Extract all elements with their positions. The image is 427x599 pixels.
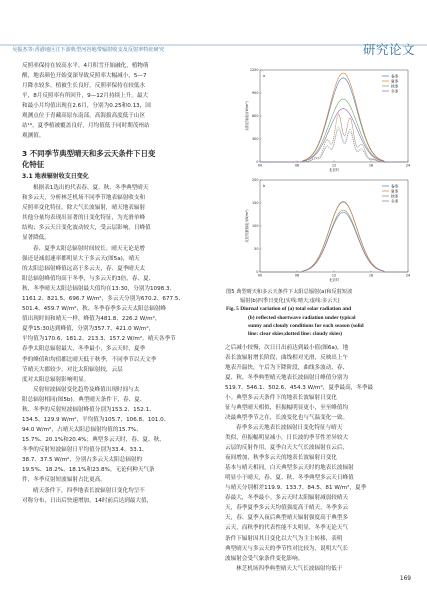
legend-label: 秋季 bbox=[391, 84, 399, 89]
y-tick-label: 100 bbox=[252, 224, 259, 229]
text-line: 类似，但振幅明显减小，日长波的季节性差异较大 bbox=[225, 435, 349, 442]
text-line: 501.4、459.7 W/m²，秋、冬季春季多云天太阳总辐射峰 bbox=[22, 306, 167, 313]
right-para-cont bbox=[225, 343, 413, 423]
text-line: 519.7、546.1、502.6、454.3 W/m²，夏季最高，冬季最 bbox=[225, 385, 374, 392]
series-line-cloudy bbox=[260, 114, 408, 162]
text-line: 地表升温快，午后为下降阶段，曲线多波动，春、 bbox=[225, 365, 349, 372]
text-line: 显著降低。 bbox=[22, 235, 50, 242]
text-line: 春季多云天地表长波辐射日变化特征与晴天 bbox=[236, 425, 343, 431]
x-axis-label: 北京时 bbox=[328, 168, 340, 172]
series-line-cloudy bbox=[260, 129, 408, 162]
text-line: 19.5%、18.2%、18.1%和23.8%。无论何种天气条 bbox=[22, 467, 155, 474]
text-line: 天，春、夏季入夜后典型晴天辐射强度高于典型多 bbox=[225, 515, 349, 522]
text-line: 征与典型晴天相似，但振幅明显更小，至至峰值均 bbox=[225, 405, 349, 412]
series-line-clear bbox=[260, 202, 408, 272]
text-line: 观测值。 bbox=[22, 133, 45, 140]
figure-caption bbox=[226, 288, 414, 339]
x-tick-label: 18 bbox=[368, 273, 374, 278]
series-line-cloudy bbox=[260, 114, 408, 162]
y-tick-label: 300 bbox=[252, 137, 259, 142]
y-tick-label: 200 bbox=[252, 178, 259, 183]
section-3-title bbox=[22, 148, 212, 170]
section-3-title-line2: 化特征 bbox=[22, 160, 45, 169]
text-line: 晴天条件下，四季地表长波辐射日变化均呈不 bbox=[33, 488, 145, 494]
text-line: 平，8月反照率有所回升，9—12月持续上升。最大 bbox=[22, 93, 149, 100]
figure-panel-a bbox=[244, 68, 410, 172]
x-tick-label: 00 bbox=[257, 273, 263, 278]
text-line: 季的峰值和均值都比晴天低于秋季，不同季节以天文季 bbox=[22, 356, 157, 363]
panel-label: b bbox=[263, 184, 266, 188]
text-line: 之后减小较慢，次日日出前达到最小值(图6a)，地 bbox=[225, 345, 349, 351]
text-line: 的太阳总辐射峰值远高于多云天，春、夏季晴天太 bbox=[22, 266, 146, 273]
legend-label: 秋季 bbox=[391, 194, 399, 199]
series-line-clear bbox=[260, 212, 408, 272]
text-line: 和多云天，分析林芝机场不同季节地表辐射收支和 bbox=[22, 195, 146, 202]
x-tick-label: 18 bbox=[368, 163, 374, 168]
text-line: 15.7%、20.1%和20.4%；典型多云天时，春、夏、秋、 bbox=[22, 437, 165, 444]
legend-label: 春季 bbox=[391, 184, 399, 189]
caption-en-line3: sunny and cloudy conditions for each season (solid bbox=[248, 323, 364, 329]
text-line: 观测点位于青藏高原东南部，高海拔高度低于山区 bbox=[22, 113, 146, 120]
text-line: 天，春季夏季多云天均值强度高于晴天，冬季多云 bbox=[225, 505, 349, 512]
y-axis-label: 反射短波辐射/(W/m²) bbox=[245, 209, 249, 243]
text-line: 月降水较多，植被生长良好，反照率保持在较低水 bbox=[22, 83, 146, 90]
caption-zh-line1: 图5 典型晴天和多云天条件下太阳总辐射(a)和反射短波 bbox=[226, 289, 353, 295]
left-intro-paragraph bbox=[22, 61, 212, 141]
text-line: 波辐射会受气象条件变化影响。 bbox=[225, 555, 304, 562]
text-line: 夜间增加，秋季多云天的地表长波辐射日变化 bbox=[225, 455, 337, 462]
legend-label: 冬季 bbox=[391, 199, 399, 204]
text-line: 和最小月均值出现在2.6月，分别为0.25和0.13，国 bbox=[22, 103, 151, 110]
plot-frame bbox=[260, 180, 408, 272]
left-para-31a bbox=[22, 183, 212, 243]
text-line: 云天，而秋季的代表性能不太明显，冬季无论天气 bbox=[225, 525, 349, 532]
y-tick-label: 900 bbox=[252, 91, 259, 96]
legend-label: 夏季 bbox=[391, 79, 399, 84]
subsection-3-1-title: 3.1 地表辐射收支日变化 bbox=[22, 173, 89, 180]
text-line: 结构；多云天日变化波动较大，受云层影响，日峰值 bbox=[22, 225, 151, 232]
text-line: 值出现时间和晴天一样，峰值为481.8、226.2 W/m²， bbox=[22, 316, 161, 323]
text-line: 度对太阳总辐射影响明显。 bbox=[22, 376, 90, 383]
text-line: 根据表1选出的代表春、夏、秋、冬季典型晴天 bbox=[33, 185, 149, 191]
x-tick-label: 12 bbox=[331, 163, 337, 168]
x-axis-label: 北京时 bbox=[328, 278, 340, 282]
text-line: 反照率保持在较高水平，4月积雪开始融化，植物萌 bbox=[22, 63, 149, 69]
text-line: 件，冬季反射短波辐射占比更高。 bbox=[22, 477, 106, 484]
text-line: 明显小于晴天，春、夏、秋、冬季典型多云天日峰值 bbox=[225, 475, 354, 482]
series-line-clear bbox=[260, 99, 408, 162]
text-line: 夏、秋、冬季典型晴天地表长波辐射日峰值分别为 bbox=[225, 375, 349, 382]
left-para-31d bbox=[22, 486, 212, 506]
text-line: 夏季15:30达到峰值，分别为357.7、421.0 W/m²， bbox=[22, 326, 155, 333]
figure-panel-b bbox=[244, 178, 410, 282]
legend-label: 夏季 bbox=[391, 189, 399, 194]
text-line: 春、夏季太阳总辐射时间较长。晴天无论是增 bbox=[33, 246, 145, 252]
y-tick-label: 1200 bbox=[249, 68, 259, 73]
panel-label: a bbox=[263, 74, 266, 78]
text-line: 站¹⁹，夏季植被覆盖良好，月均值低于同时期茂州站 bbox=[22, 123, 150, 130]
legend-label: 冬季 bbox=[391, 89, 399, 94]
y-tick-label: 0 bbox=[256, 270, 259, 275]
legend-label: 春季 bbox=[391, 74, 399, 79]
x-tick-label: 24 bbox=[405, 163, 411, 168]
figure-5 bbox=[226, 62, 416, 288]
text-line: 冬季的反射短波辐射日平均值分别为33.4、33.1、 bbox=[22, 447, 148, 454]
right-para-cont2 bbox=[225, 423, 413, 564]
x-tick-label: 24 bbox=[405, 273, 411, 278]
text-line: 决最典型季节之在，长波变化也与气温变化一致。 bbox=[225, 415, 349, 422]
caption-zh-line2: 辐射(b)四季日变化(实线:晴天;虚线:多云天) bbox=[240, 297, 340, 304]
text-line: 强还是减弱速率都明显大于多云天(图5a)，晴天 bbox=[22, 256, 140, 263]
text-line: 38.7、37.5 W/m²，分别占多云天太阳总辐射的 bbox=[22, 457, 143, 464]
y-tick-label: 0 bbox=[256, 160, 259, 165]
text-line: 平均值为170.6、181.2、213.3、157.2 W/m²。晴天各季节 bbox=[22, 336, 176, 343]
text-line: 134.5、129.9 W/m²，平均值为105.7、106.8、101.0、 bbox=[22, 417, 170, 424]
text-line: 基本与晴天相同，白天典型多云天时的地表长波辐射 bbox=[225, 465, 354, 472]
text-line: 94.0 W/m²，占晴天太阳总辐射均值的15.7%、 bbox=[22, 427, 142, 434]
text-line: 典型晴天与多云天的季节性对比较为，说明大气长 bbox=[225, 545, 349, 552]
text-line: 反射短波辐射变化趋势及峰值出现时间与太 bbox=[33, 387, 140, 393]
text-line: 条件下辐射因其日变化以大气为主主转移，表明 bbox=[225, 535, 343, 542]
text-line: 云层的反射作用，夏季白天大气长波辐射在云后， bbox=[225, 445, 349, 452]
text-line: 醒，地表颜色开始变深导致反照率大幅减小，5—7 bbox=[22, 73, 147, 80]
text-line: 阳总辐射相同(图5b)。典型晴天条件下，春、夏、 bbox=[22, 397, 146, 404]
text-line: 与晴天分别相差119.9、133.7、84.5、81 W/m²，夏季 bbox=[225, 485, 367, 492]
right-para-final bbox=[225, 564, 413, 574]
text-line: 表长波辐射增长阶段，曲线相对光滑，反映出上午 bbox=[225, 355, 349, 362]
series-line-clear bbox=[260, 202, 408, 272]
x-tick-label: 06 bbox=[294, 163, 300, 168]
caption-en-line4: line: clear skies;dotted line: cloudy skies) bbox=[248, 331, 343, 338]
text-line: 其他分量均表现出显著的日变化特征，为光滑单峰 bbox=[22, 215, 146, 222]
plot-frame bbox=[260, 70, 408, 162]
text-line: 1161.2、821.5、696.7 W/m²，多云天分别为670.2、677.5、 bbox=[22, 296, 185, 303]
x-tick-label: 00 bbox=[257, 163, 263, 168]
y-axis-label: 太阳总辐射/(W/m²) bbox=[245, 101, 249, 131]
section-label: 研究论文 bbox=[362, 42, 415, 57]
y-tick-label: 150 bbox=[252, 201, 259, 206]
series-line-clear bbox=[260, 210, 408, 272]
caption-en-line1: Fig. 5 Diurnal variation of (a) total solar radiation and bbox=[226, 306, 352, 313]
section-3-title-line1: 3 不同季节典型晴天和多云天条件下日变 bbox=[22, 149, 156, 158]
text-line: 秋、冬季的反射短波辐射峰值分别为153.2、152.1、 bbox=[22, 407, 155, 414]
text-line: 阳总辐射峰值均高于冬季，与多云天的3倍，春、夏、 bbox=[22, 276, 155, 283]
running-head: 吴振杰等:香港地区江下游典型河谷地带辐射收支及反射率特征研究 bbox=[12, 47, 165, 53]
y-tick-label: 50 bbox=[254, 247, 259, 252]
caption-en-line2: (b) reflected shortwave radiation under typical bbox=[248, 314, 356, 321]
page-number: 169 bbox=[399, 576, 411, 582]
left-para-31b bbox=[22, 244, 212, 385]
series-line-clear bbox=[260, 109, 408, 162]
text-line: 春季太阳总辐射最大，冬季最小，多云天时，夏季 bbox=[22, 346, 146, 353]
text-line: 反照率变化特征。除大气长波辐射，晴天地表辐射 bbox=[22, 205, 146, 212]
x-tick-label: 06 bbox=[294, 273, 300, 278]
text-line: 春最大，冬季最小。多云天时太阳辐射减弱较晴天 bbox=[225, 495, 349, 502]
left-para-31c bbox=[22, 385, 212, 485]
text-line: 节晴天大都较少，对比太阳辐射较，云层 bbox=[22, 366, 123, 373]
text-line: 林芝机场四季典型晴天大气长波辐射均低于 bbox=[236, 566, 343, 572]
text-line: 秋、冬季晴天太阳总辐射最大值均在13:30，分别为1098.3、 bbox=[22, 286, 176, 293]
y-tick-label: 600 bbox=[252, 114, 259, 119]
x-tick-label: 12 bbox=[331, 273, 337, 278]
text-line: 小。典型多云天条件下的地表长波辐射日变化 bbox=[225, 395, 337, 402]
text-line: 对称分布，日出后快速增加，14时前后达到最大值， bbox=[22, 498, 153, 505]
